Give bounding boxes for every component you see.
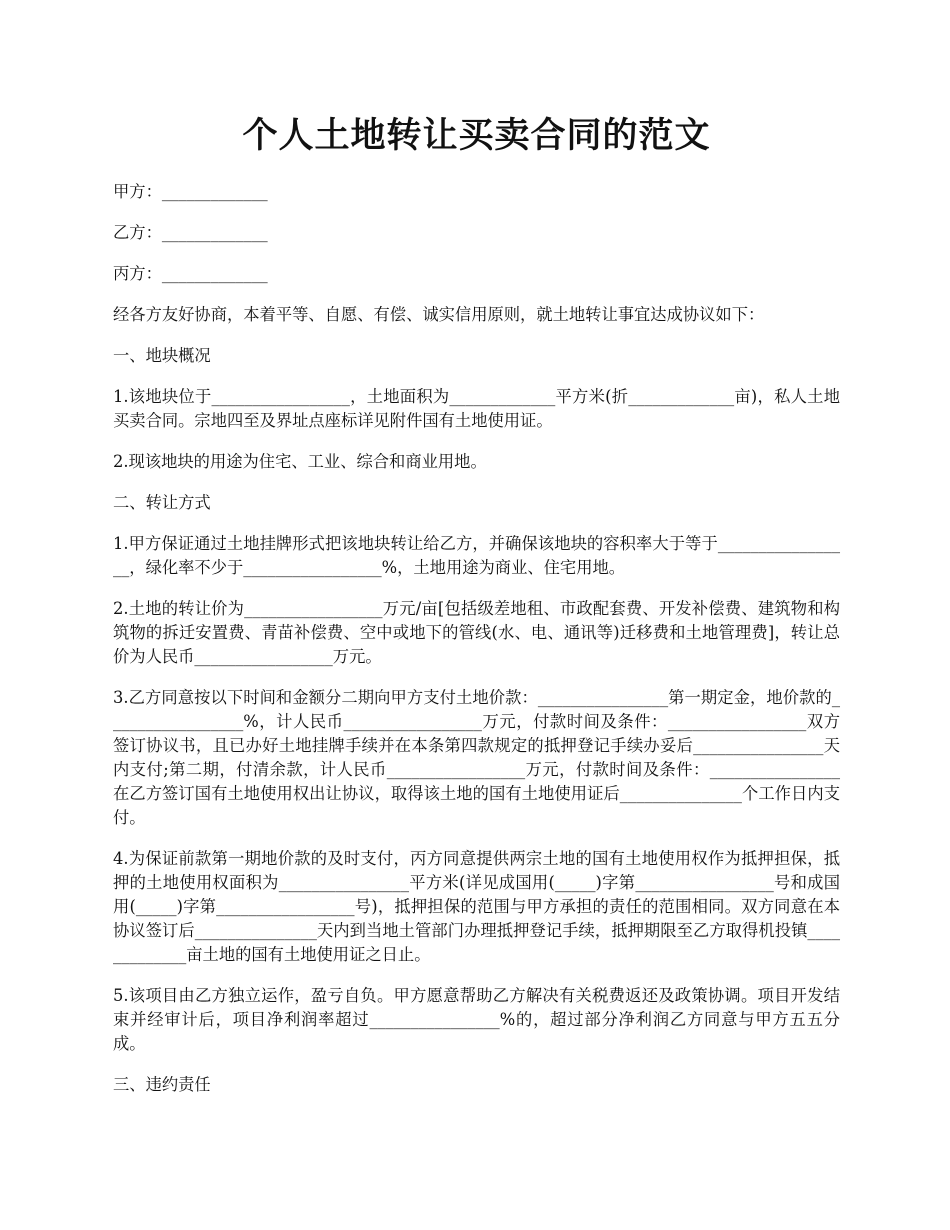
section-heading-transfer-method: 二、转让方式 (113, 493, 211, 512)
clause-2-1: 1.甲方保证通过土地挂牌形式把该地块转让给乙方，并确保该地块的容积率大于等于_________________，绿化率不少于_________________%，土地用途为商业、住宅用地。 (113, 534, 840, 577)
party-a-line: 甲方：_____________ (113, 182, 268, 201)
section-heading-plot-overview: 一、地块概况 (113, 346, 211, 365)
clause-1-1: 1.该地块位于_________________，土地面积为_____________平方米(折_____________亩)，私人土地买卖合同。宗地四至及界址点座标详见附件国有土地使用证。 (113, 387, 840, 430)
party-b-line: 乙方：_____________ (113, 223, 268, 242)
clause-1-2: 2.现该地块的用途为住宅、工业、综合和商业用地。 (113, 452, 487, 471)
section-heading-liability: 三、违约责任 (113, 1075, 211, 1094)
party-c-line: 丙方：_____________ (113, 264, 268, 283)
clause-2-3: 3.乙方同意按以下时间和金额分二期向甲方支付土地价款：________________第一期定金，地价款的_________________%，计人民币_________________万元，付款时间及条件：_________________双方签订协议书，且已办好土地挂牌手续并在本条第四款规定的抵押登记手续办妥后________________天内支付;第二期，付清余款，计人民币_________________万元，付款时间及条件：________________在乙方签订国有土地使用权出让协议，取得该土地的国有土地使用证后_______________个工作日内支付。 (113, 688, 840, 827)
document-title: 个人土地转让买卖合同的范文 (242, 115, 711, 156)
clause-2-4: 4.为保证前款第一期地价款的及时支付，丙方同意提供两宗土地的国有土地使用权作为抵押担保，抵押的土地使用权面积为________________平方米(详见成国用(_____)字第_________________号和成国用(_____)字第_________________号)，抵押担保的范围与甲方承担的责任的范围相同。双方同意在本协议签订后_______________天内到当地土管部门办理抵押登记手续，抵押期限至乙方取得机投镇_____________亩土地的国有土地使用证之日止。 (113, 849, 840, 964)
clause-2-5: 5.该项目由乙方独立运作，盈亏自负。甲方愿意帮助乙方解决有关税费返还及政策协调。项目开发结束并经审计后，项目净利润率超过________________%的，超过部分净利润乙方同意与甲方五五分成。 (113, 986, 840, 1053)
document-page (113, 0, 840, 1097)
clause-2-2: 2.土地的转让价为_________________万元/亩[包括级差地租、市政配套费、开发补偿费、建筑物和构筑物的拆迁安置费、青苗补偿费、空中或地下的管线(水、电、通讯等)迁移费和土地管理费]，转让总价为人民币_________________万元。 (113, 599, 840, 666)
preamble-paragraph: 经各方友好协商，本着平等、自愿、有偿、诚实信用原则，就土地转让事宜达成协议如下： (113, 305, 765, 324)
